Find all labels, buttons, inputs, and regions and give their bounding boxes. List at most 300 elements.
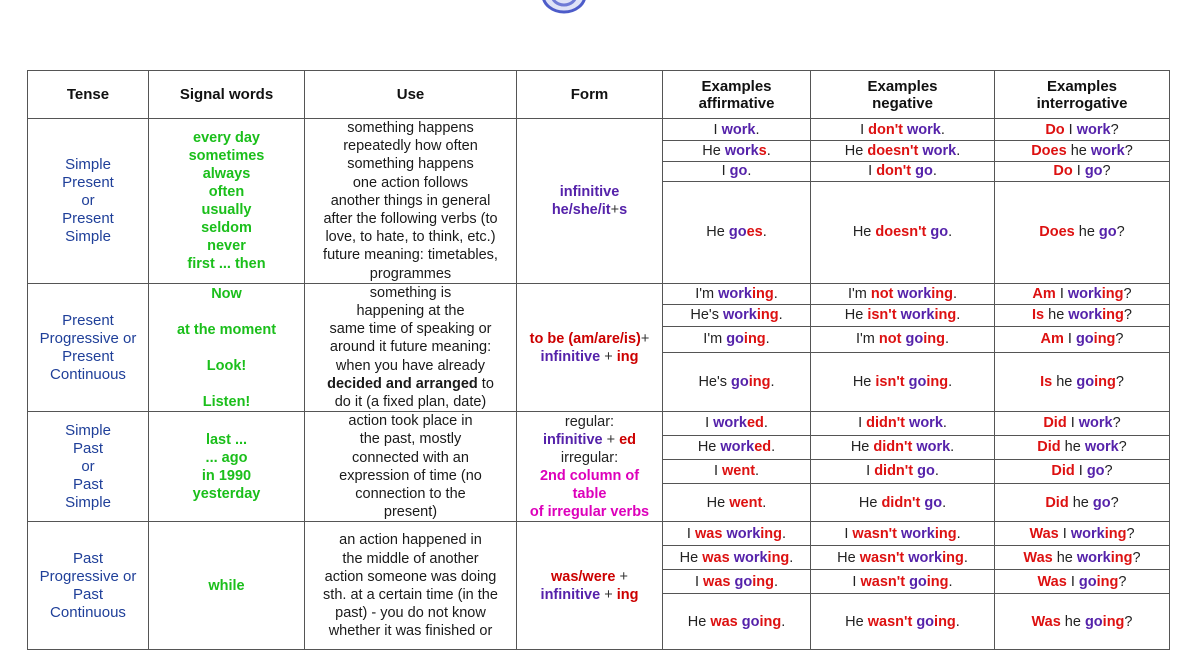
signal-word: every day [193,129,260,146]
example-token: went [729,494,763,511]
example-interrogative [995,570,1170,594]
example-token: Did [1043,415,1067,432]
example-token: He's [698,374,732,391]
example-token: Was [1037,573,1067,590]
example-token: work [733,549,768,566]
example-token: ing [752,573,774,590]
signal-word: never [207,237,246,254]
example-token: work [909,415,943,432]
example-token: go [1086,463,1105,480]
example-token: he [1066,143,1091,160]
example-token: he [1068,494,1093,511]
example-affirmative [663,546,811,570]
example-token: . [963,549,968,566]
tense-name-line: Present [62,311,114,329]
example-token: work [713,415,747,432]
example-token: work [1076,549,1111,566]
example-token: wasn't [859,549,905,566]
header-examples-affirmative: Examples affirmative [663,71,811,119]
use-line: past) - you do not know [335,605,486,622]
example-token: He [697,439,721,456]
example-token: ? [1102,163,1111,180]
example-token: don't [876,163,912,180]
example-token: go [1084,163,1103,180]
example-token: Was [1023,549,1053,566]
example-token: ing [934,613,956,630]
form-line: of irregular verbs [529,503,650,520]
use-line: the past, mostly [359,431,462,448]
example-token: . [762,494,767,511]
example-token: . [747,163,752,180]
example-interrogative [995,546,1170,570]
signal-word: first ... then [187,255,266,272]
use-line: an action happened in [339,532,482,549]
example-token: . [950,439,955,456]
example-token: work [900,307,935,324]
example-token: work [922,143,957,160]
header-form: Form [517,71,663,119]
example-token: go [915,163,933,180]
example-token: I [713,121,722,138]
example-token: was [710,613,738,630]
example-token: go [917,463,935,480]
tense-name-line: Simple [65,421,111,439]
tense-name-line: Simple [65,155,111,173]
example-affirmative [663,570,811,594]
header-tense: Tense [28,71,149,119]
example-interrogative [995,326,1170,352]
example-interrogative [995,435,1170,459]
example-token: ? [1110,494,1119,511]
use-description [305,522,517,650]
example-affirmative [663,435,811,459]
use-line: connected with an [352,449,469,466]
tense-name-line: Progressive or [39,567,137,585]
form-rule [517,283,663,411]
form-line: was/were + [551,568,628,585]
example-token: I [1064,121,1077,138]
example-token: . [773,285,778,302]
example-token: I [858,415,867,432]
example-token: work [916,439,951,456]
example-token: He [858,494,882,511]
example-token: ing [1102,307,1124,324]
tense-name-line: Past [72,549,103,567]
example-token: work [1078,415,1113,432]
signal-word: seldom [201,219,252,236]
example-token: go [1076,374,1095,391]
example-token: ? [1118,573,1127,590]
example-token: ? [1116,224,1125,241]
example-token: ing [759,613,782,630]
example-token: wasn't [852,525,897,542]
example-negative [811,119,995,141]
example-token: I'm [703,331,727,348]
example-token: work [901,525,935,542]
example-token: . [762,224,767,241]
tense-name [28,412,149,522]
example-token: . [782,525,787,542]
signal-words [149,119,305,284]
use-line: love, to hate, to think, etc.) [325,229,496,246]
tense-name-line: Simple [65,493,111,511]
example-token: ? [1118,439,1127,456]
example-token: work [1068,307,1103,324]
form-line: regular: [564,413,615,430]
use-line: another things in general [330,192,491,209]
example-token: work [1076,121,1111,138]
signal-word: while [208,577,245,594]
form-line: he/she/it+s [551,201,628,218]
example-token: . [944,331,949,348]
header-row [28,71,1170,119]
example-token: I'm [695,285,719,302]
example-token: . [953,285,958,302]
example-token: work [908,549,943,566]
example-negative [811,326,995,352]
example-token: ing [756,307,779,324]
example-affirmative [663,459,811,483]
example-token: I [868,163,877,180]
example-token: ? [1115,374,1124,391]
example-token: work [1067,285,1102,302]
example-negative [811,412,995,435]
example-token: work [724,143,759,160]
example-token: ? [1123,285,1132,302]
example-token: I [1074,463,1087,480]
signal-word: last ... [205,431,248,448]
form-line: to be (am/are/is)+ [529,330,650,347]
example-affirmative [663,594,811,650]
example-token: he [1052,374,1077,391]
use-line: sth. at a certain time (in the [323,586,498,603]
example-token: go [1078,573,1097,590]
example-token: work [907,121,941,138]
example-token: He [844,307,868,324]
example-token: Do [1045,121,1065,138]
example-token: go [908,374,927,391]
signal-words [149,283,305,411]
example-interrogative [995,161,1170,181]
example-token: go [731,374,749,391]
example-token: I [860,121,869,138]
example-token: . [940,121,945,138]
example-interrogative [995,459,1170,483]
example-token: . [956,525,961,542]
example-token: he [1052,549,1077,566]
example-token: He [850,439,874,456]
example-interrogative [995,484,1170,522]
example-token: ing [767,549,790,566]
tense-name-line: Present [62,173,114,191]
example-token: isn't [875,374,905,391]
use-line: after the following verbs (to [323,211,498,228]
table-row [28,522,1170,546]
example-token: . [755,121,760,138]
use-line: present) [383,504,438,521]
header-use: Use [305,71,517,119]
example-token: Does [1031,143,1067,160]
use-line: programmes [369,265,452,282]
example-token: didn't [874,463,914,480]
use-line: something happens [347,120,474,136]
signal-word: usually [201,201,252,218]
example-token: was [703,573,731,590]
use-line: connection to the [355,486,466,503]
example-token: He [702,143,725,160]
use-line: repeatedly how often [343,138,478,155]
example-interrogative [995,119,1170,141]
example-interrogative [995,353,1170,412]
signal-word [153,375,300,393]
example-token: ? [1124,143,1133,160]
example-negative [811,182,995,284]
example-negative [811,459,995,483]
example-token: Did [1037,439,1061,456]
use-line: happening at the [356,303,465,320]
use-line: something is [369,284,452,301]
tense-name-line: Past [72,439,103,457]
example-token: ing [1093,331,1116,348]
example-token: ing [934,307,957,324]
tense-name-line: or [81,457,95,475]
example-token: . [932,163,937,180]
example-token: didn't [866,415,906,432]
example-token: . [948,573,953,590]
example-negative [811,570,995,594]
signal-word: ... ago [205,449,248,466]
example-token: I [1058,525,1071,542]
tenses-table-body [28,119,1170,650]
example-token: he [1060,439,1085,456]
example-token: go [729,163,748,180]
example-token: I [1072,163,1085,180]
use-line: action someone was doing [324,568,497,585]
example-token: He [837,549,860,566]
example-token: ing [1104,525,1127,542]
use-line: when you have already [335,357,486,374]
signal-word: Now [211,285,242,302]
example-token: go [1098,224,1117,241]
table-row [28,283,1170,304]
example-token: ? [1110,121,1119,138]
example-token: go [909,573,927,590]
example-token: . [773,573,778,590]
example-token: ing [751,285,774,302]
example-token: I [1055,285,1068,302]
example-token: Did [1051,463,1075,480]
example-token: ing [1094,374,1116,391]
signal-word: Listen! [202,393,251,410]
example-affirmative [663,304,811,326]
example-token: . [778,307,783,324]
tense-name-line: or [81,191,95,209]
example-token: . [956,143,961,160]
example-token: go [905,331,924,348]
example-token: was [702,549,730,566]
example-token: s [758,143,767,160]
use-line: expression of time (no [339,467,482,484]
example-token: ? [1132,549,1141,566]
example-interrogative [995,594,1170,650]
example-token: ing [1102,613,1125,630]
example-interrogative [995,522,1170,546]
form-line: table [572,485,607,502]
example-token: work [1084,439,1119,456]
example-token: ing [760,525,783,542]
use-line: decided and arranged to [327,375,494,392]
example-token: I [705,415,714,432]
form-line: infinitive + ing [540,348,639,365]
use-line: future meaning: timetables, [323,247,498,264]
form-rule [517,522,663,650]
example-token: . [934,463,939,480]
use-description [305,283,517,411]
example-token: ? [1124,613,1133,630]
table-row [28,412,1170,435]
example-token: . [781,613,786,630]
example-token: ing [926,573,949,590]
example-token: . [942,415,947,432]
example-token: Does [1039,224,1075,241]
signal-word: in 1990 [201,467,252,484]
example-token: He [844,143,868,160]
example-token: He [706,494,730,511]
example-token: He [687,613,711,630]
example-token: ing [1101,285,1124,302]
form-line: infinitive + ing [540,586,639,603]
example-negative [811,353,995,412]
example-token: work [718,285,752,302]
example-token: . [955,613,960,630]
tense-name-line: Continuous [50,603,126,621]
example-affirmative [663,522,811,546]
example-token: . [948,374,953,391]
example-token: Am [1040,331,1064,348]
example-token: doesn't [875,224,927,241]
example-token: Was [1029,525,1059,542]
example-token: work [897,285,932,302]
example-token: isn't [867,307,897,324]
example-token: ? [1104,463,1113,480]
example-negative [811,435,995,459]
logo-emblem-icon [540,0,588,14]
example-token: ing [934,525,957,542]
example-token: go [734,573,753,590]
example-token: go [1092,494,1111,511]
signal-word: yesterday [192,485,261,502]
example-token: didn't [873,439,913,456]
use-line: around it future meaning: [329,339,492,356]
header-examples-negative: Examples negative [811,71,995,119]
example-token: He's [690,307,723,324]
form-rule [517,412,663,522]
use-line: one action follows [352,174,469,191]
example-negative [811,522,995,546]
example-token: ing [942,549,964,566]
example-token: go [1084,613,1103,630]
example-token: ? [1112,415,1121,432]
example-token: ing [748,374,771,391]
example-token: work [721,121,756,138]
example-token: I [721,163,730,180]
tense-name [28,522,149,650]
use-description [305,412,517,522]
example-token: . [942,494,947,511]
example-token: work [722,307,757,324]
example-token: I [713,463,722,480]
example-token: work [726,525,761,542]
use-line: same time of speaking or [329,321,492,338]
example-affirmative [663,161,811,181]
example-affirmative [663,119,811,141]
example-token: . [956,307,961,324]
example-token: He [706,224,729,241]
example-token: Did [1045,494,1069,511]
use-line: the middle of another [342,550,479,567]
signal-word: Look! [206,357,247,374]
form-line: 2nd column of [539,467,640,484]
example-token: . [948,224,953,241]
example-token: go [726,331,744,348]
example-token: . [789,549,794,566]
tense-name-line: Past [72,475,103,493]
example-token: Is [1040,374,1053,391]
example-token: Do [1053,163,1073,180]
example-affirmative [663,326,811,352]
tense-name-line: Continuous [50,365,126,383]
example-affirmative [663,283,811,304]
example-token: . [765,331,770,348]
example-interrogative [995,182,1170,284]
signal-word: sometimes [188,147,265,164]
use-line: action took place in [348,413,473,430]
example-token: ing [923,331,945,348]
example-negative [811,141,995,161]
example-token: wasn't [867,613,913,630]
signal-word [153,339,300,357]
example-token: go [1075,331,1094,348]
signal-words [149,522,305,650]
use-line: whether it was finished or [328,623,493,640]
header-signal-words: Signal words [149,71,305,119]
example-token: go [916,613,935,630]
form-line: irregular: [560,449,619,466]
example-token: work [720,439,755,456]
example-token: ing [743,331,766,348]
tense-name-line: Simple [65,227,111,245]
example-token: I'm [847,285,871,302]
example-token: go [741,613,760,630]
example-interrogative [995,283,1170,304]
example-token: I [1066,415,1079,432]
header-examples-interrogative: Examples interrogative [995,71,1170,119]
example-negative [811,161,995,181]
example-token: I [686,525,695,542]
example-token: went [722,463,756,480]
example-token: Is [1032,307,1045,324]
example-token: ing [1110,549,1133,566]
example-interrogative [995,412,1170,435]
example-token: ? [1115,331,1124,348]
example-token: ? [1123,307,1132,324]
example-token: go [728,224,747,241]
example-negative [811,594,995,650]
example-token: . [771,439,776,456]
example-token: I [844,525,853,542]
example-token: I [1066,573,1079,590]
example-token: . [763,415,768,432]
